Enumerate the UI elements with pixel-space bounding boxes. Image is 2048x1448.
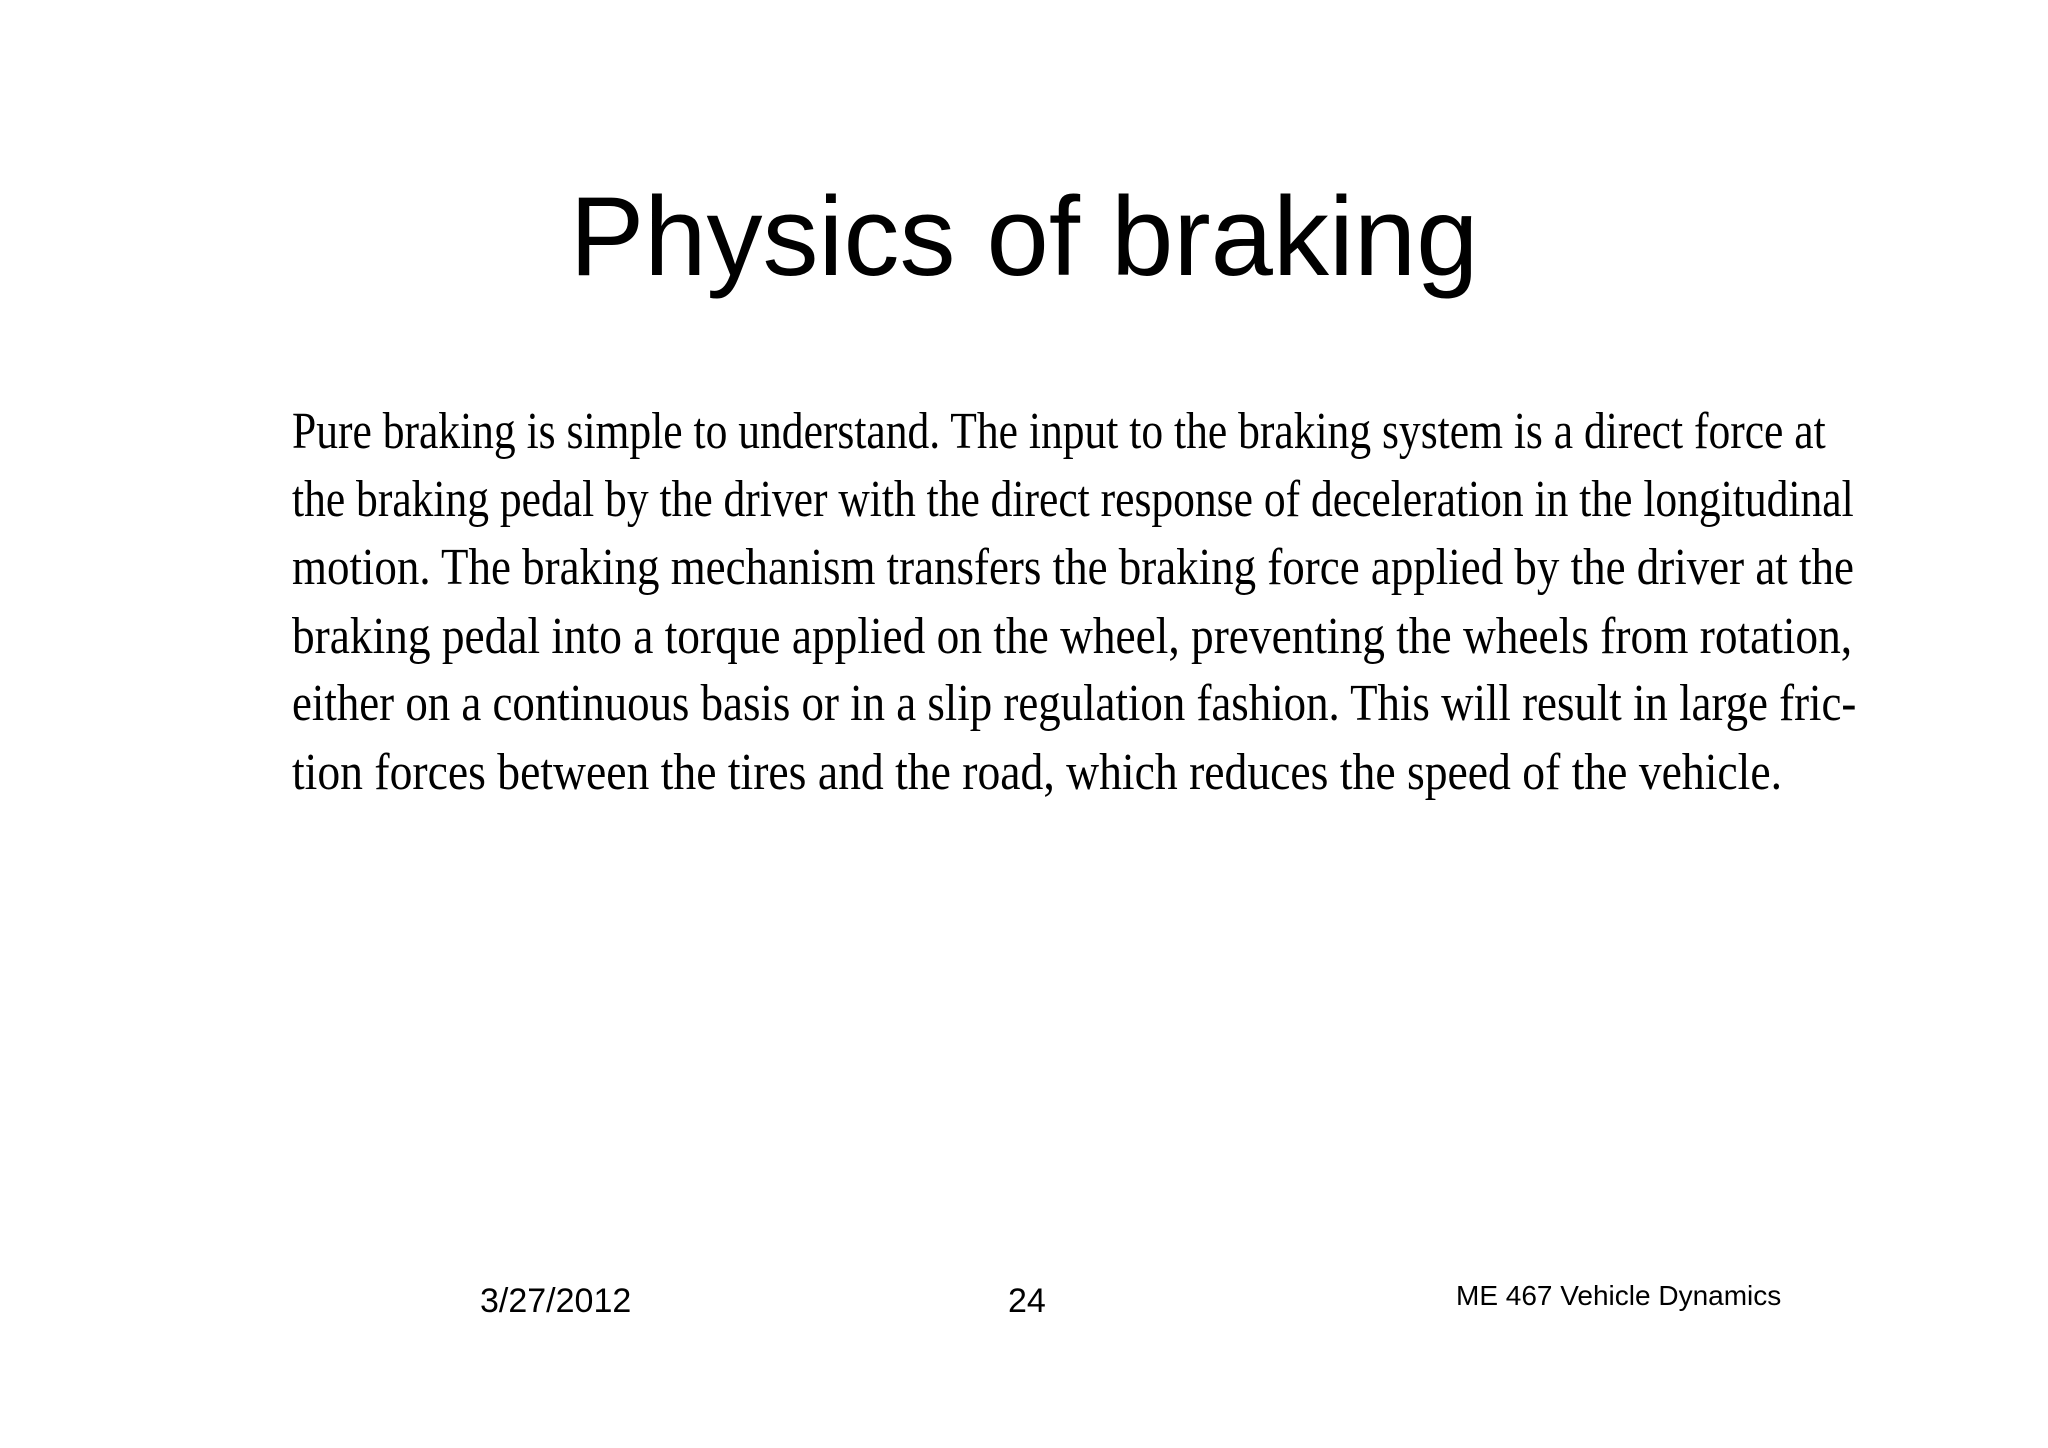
footer-date: 3/27/2012 [480,1282,632,1320]
footer-page-number: 24 [1008,1282,1046,1320]
paragraph-line: either on a continuous basis or in a slip regulation fashion. This will result in large fric- [292,675,1857,732]
paragraph-line: Pure braking is simple to understand. The input to the braking system is a direct force at [292,403,1826,460]
footer-course-title: ME 467 Vehicle Dynamics [1456,1280,1782,1311]
paragraph-line: braking pedal into a torque applied on the wheel, preventing the wheels from rotation, [292,608,1853,665]
paragraph-line: motion. The braking mechanism transfers the braking force applied by the driver at the [292,539,1854,596]
paragraph-line: the braking pedal by the driver with the direct response of deceleration in the longitudinal [292,471,1854,528]
slide-title: Physics of braking [569,174,1479,299]
paragraph-line: tion forces between the tires and the road, which reduces the speed of the vehicle. [292,744,1782,801]
